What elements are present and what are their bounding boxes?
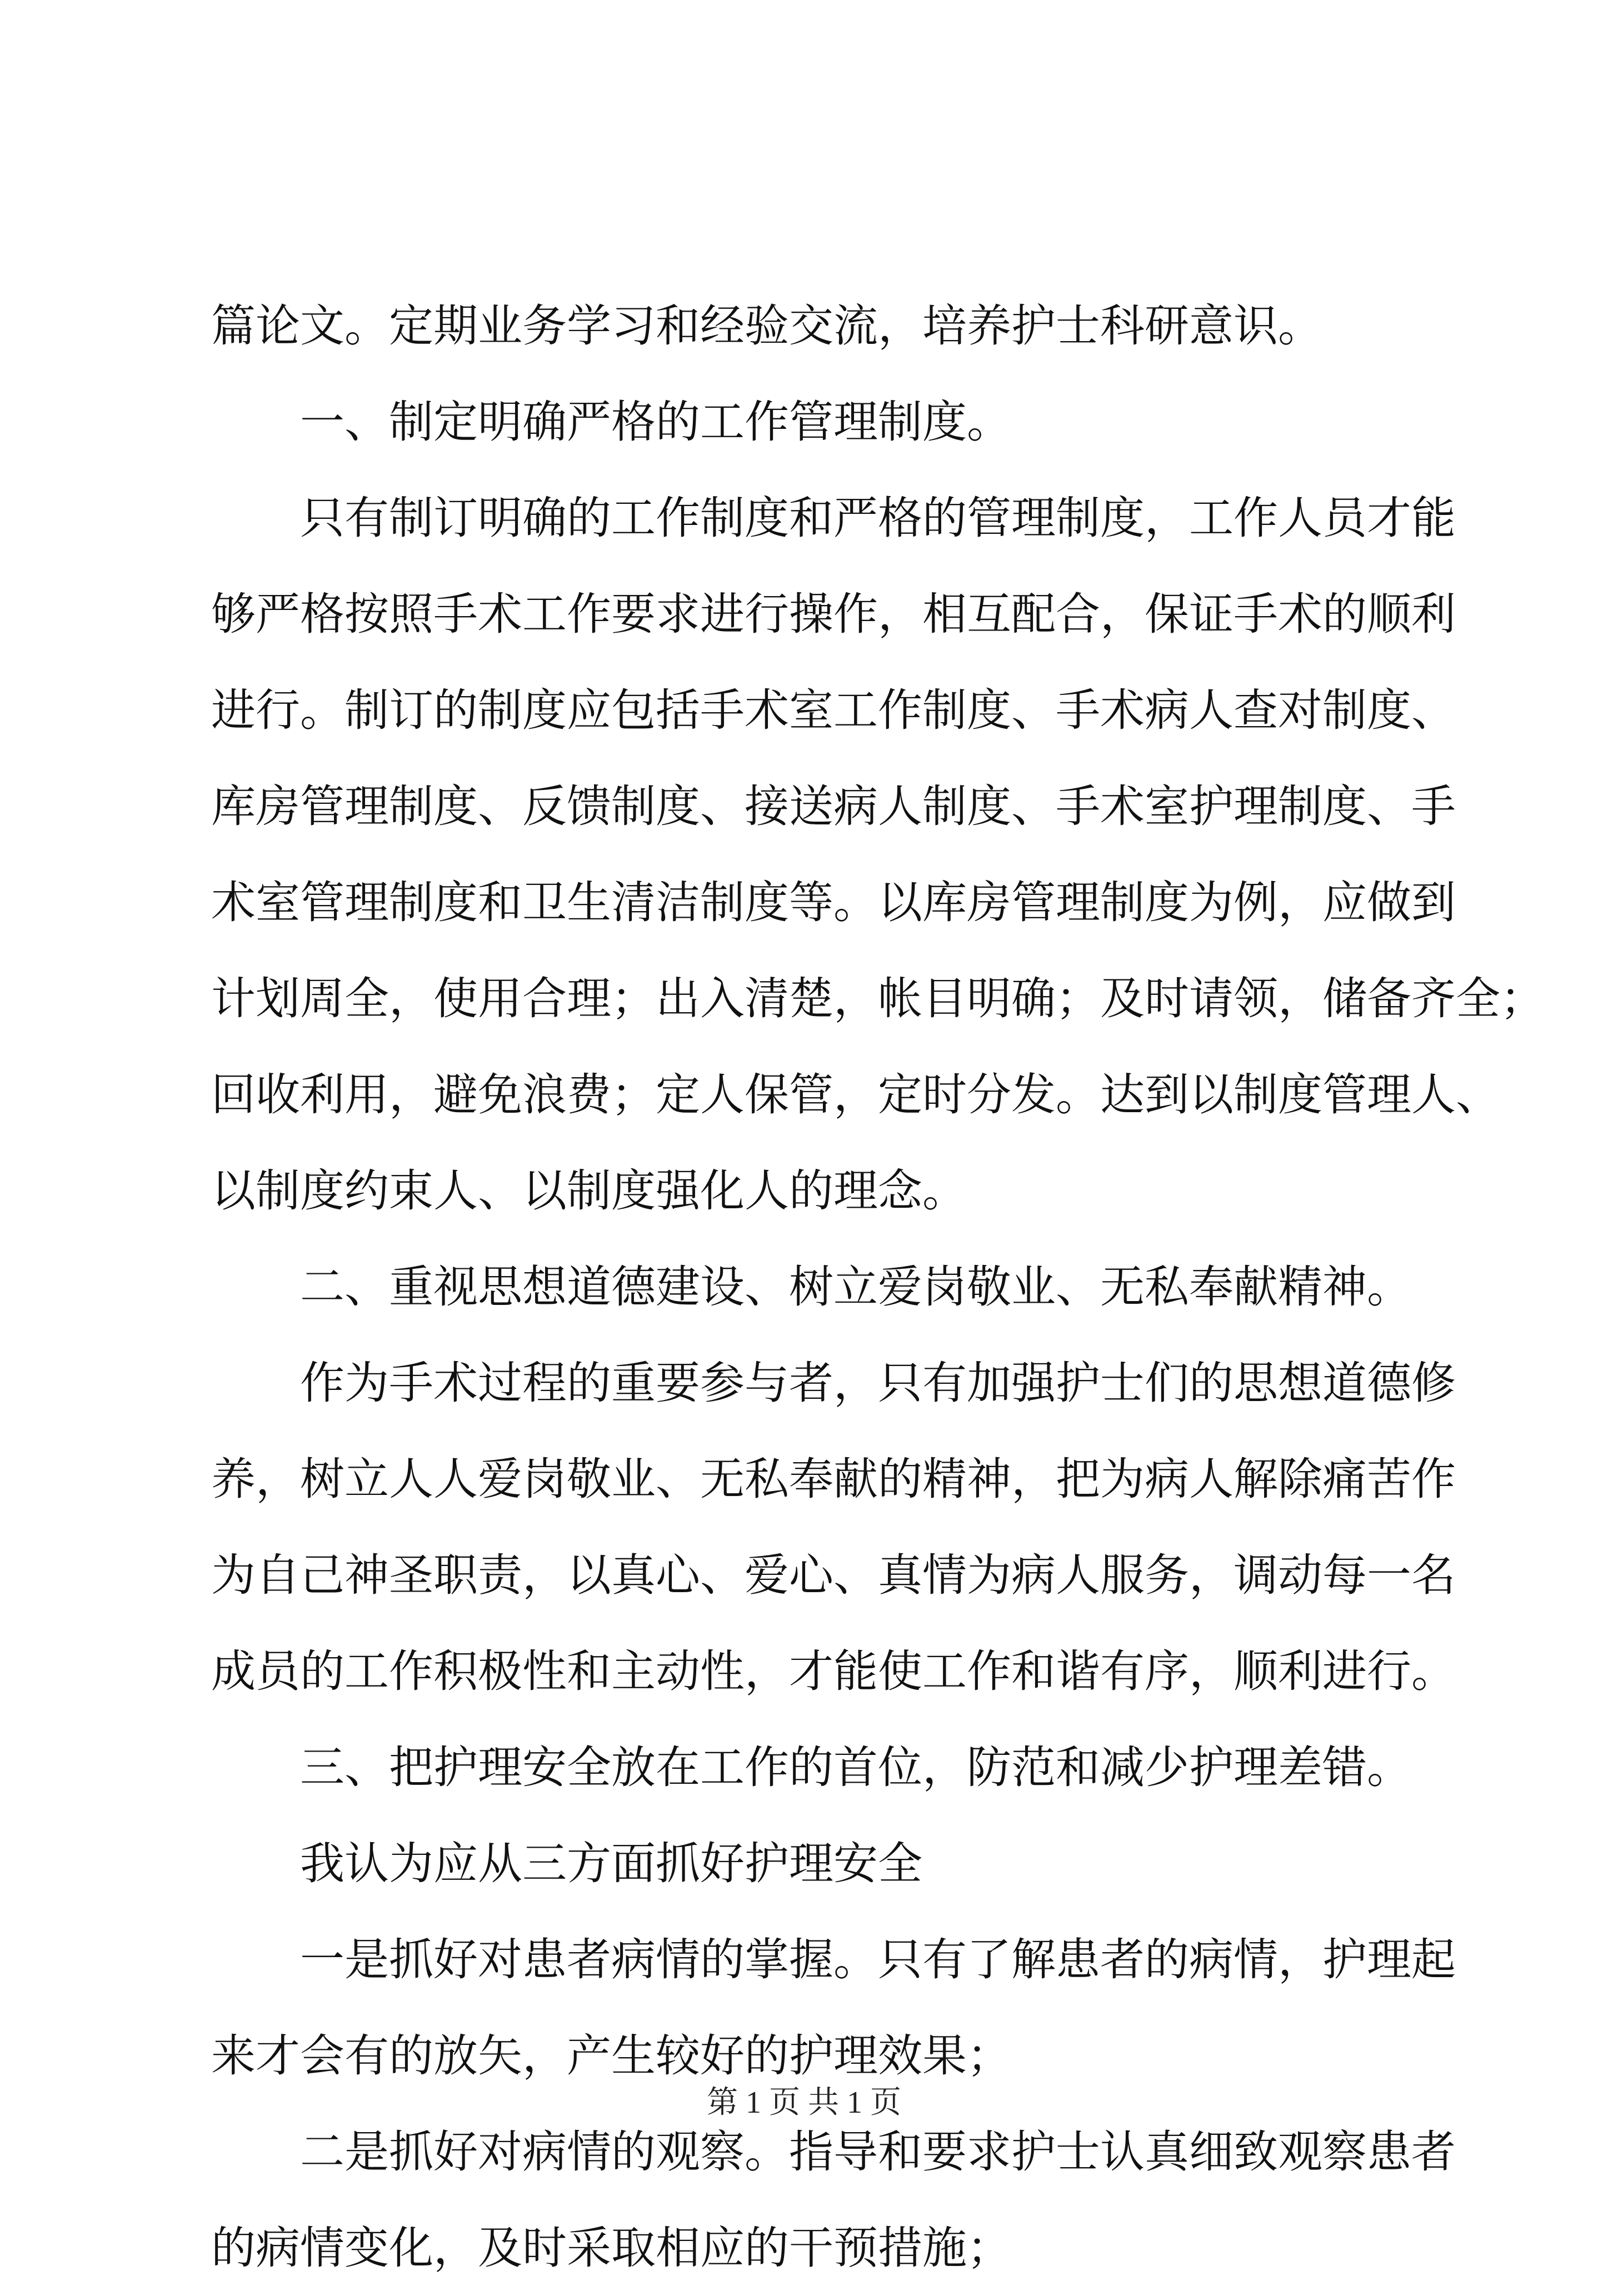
paragraph-line-4: 够严格按照手术工作要求进行操作，相互配合，保证手术的顺利	[211, 588, 1456, 640]
document-body	[211, 278, 1545, 2296]
paragraph-line-9: 回收利用，避免浪费；定人保管，定时分发。达到以制度管理人、	[211, 1069, 1500, 1121]
paragraph-line-8: 计划周全，使用合理；出入清楚，帐目明确；及时请领，储备齐全；	[211, 973, 1545, 1024]
paragraph-line-20: 二是抓好对病情的观察。指导和要求护士认真细致观察患者	[300, 2126, 1456, 2178]
section-heading-1: 一、制定明确严格的工作管理制度。	[300, 396, 1011, 448]
paragraph-line-19: 来才会有的放矢，产生较好的护理效果；	[211, 2030, 1011, 2082]
paragraph-line-6: 库房管理制度、反馈制度、接送病人制度、手术室护理制度、手	[211, 781, 1456, 832]
paragraph-line-14: 为自己神圣职责，以真心、爱心、真情为病人服务，调动每一名	[211, 1549, 1456, 1601]
section-heading-3: 三、把护理安全放在工作的首位，防范和减少护理差错。	[300, 1742, 1411, 1793]
page-footer: 第 1 页 共 1 页	[707, 2085, 901, 2120]
paragraph-line-18: 一是抓好对患者病情的掌握。只有了解患者的病情，护理起	[300, 1934, 1456, 1985]
paragraph-line-15: 成员的工作积极性和主动性，才能使工作和谐有序，顺利进行。	[211, 1645, 1456, 1697]
paragraph-line-1: 篇论文。定期业务学习和经验交流，培养护士科研意识。	[211, 300, 1322, 352]
paragraph-line-12: 作为手术过程的重要参与者，只有加强护士们的思想道德修	[300, 1357, 1456, 1409]
section-heading-2: 二、重视思想道德建设、树立爱岗敬业、无私奉献精神。	[300, 1261, 1411, 1313]
paragraph-line-10: 以制度约束人、以制度强化人的理念。	[211, 1165, 967, 1217]
paragraph-line-21: 的病情变化，及时采取相应的干预措施；	[211, 2222, 1011, 2274]
paragraph-line-3: 只有制订明确的工作制度和严格的管理制度，工作人员才能	[300, 492, 1456, 544]
paragraph-line-7: 术室管理制度和卫生清洁制度等。以库房管理制度为例，应做到	[211, 877, 1456, 928]
paragraph-line-17: 我认为应从三方面抓好护理安全	[300, 1838, 922, 1889]
paragraph-line-5: 进行。制订的制度应包括手术室工作制度、手术病人查对制度、	[211, 684, 1456, 736]
paragraph-line-13: 养，树立人人爱岗敬业、无私奉献的精神，把为病人解除痛苦作	[211, 1453, 1456, 1505]
